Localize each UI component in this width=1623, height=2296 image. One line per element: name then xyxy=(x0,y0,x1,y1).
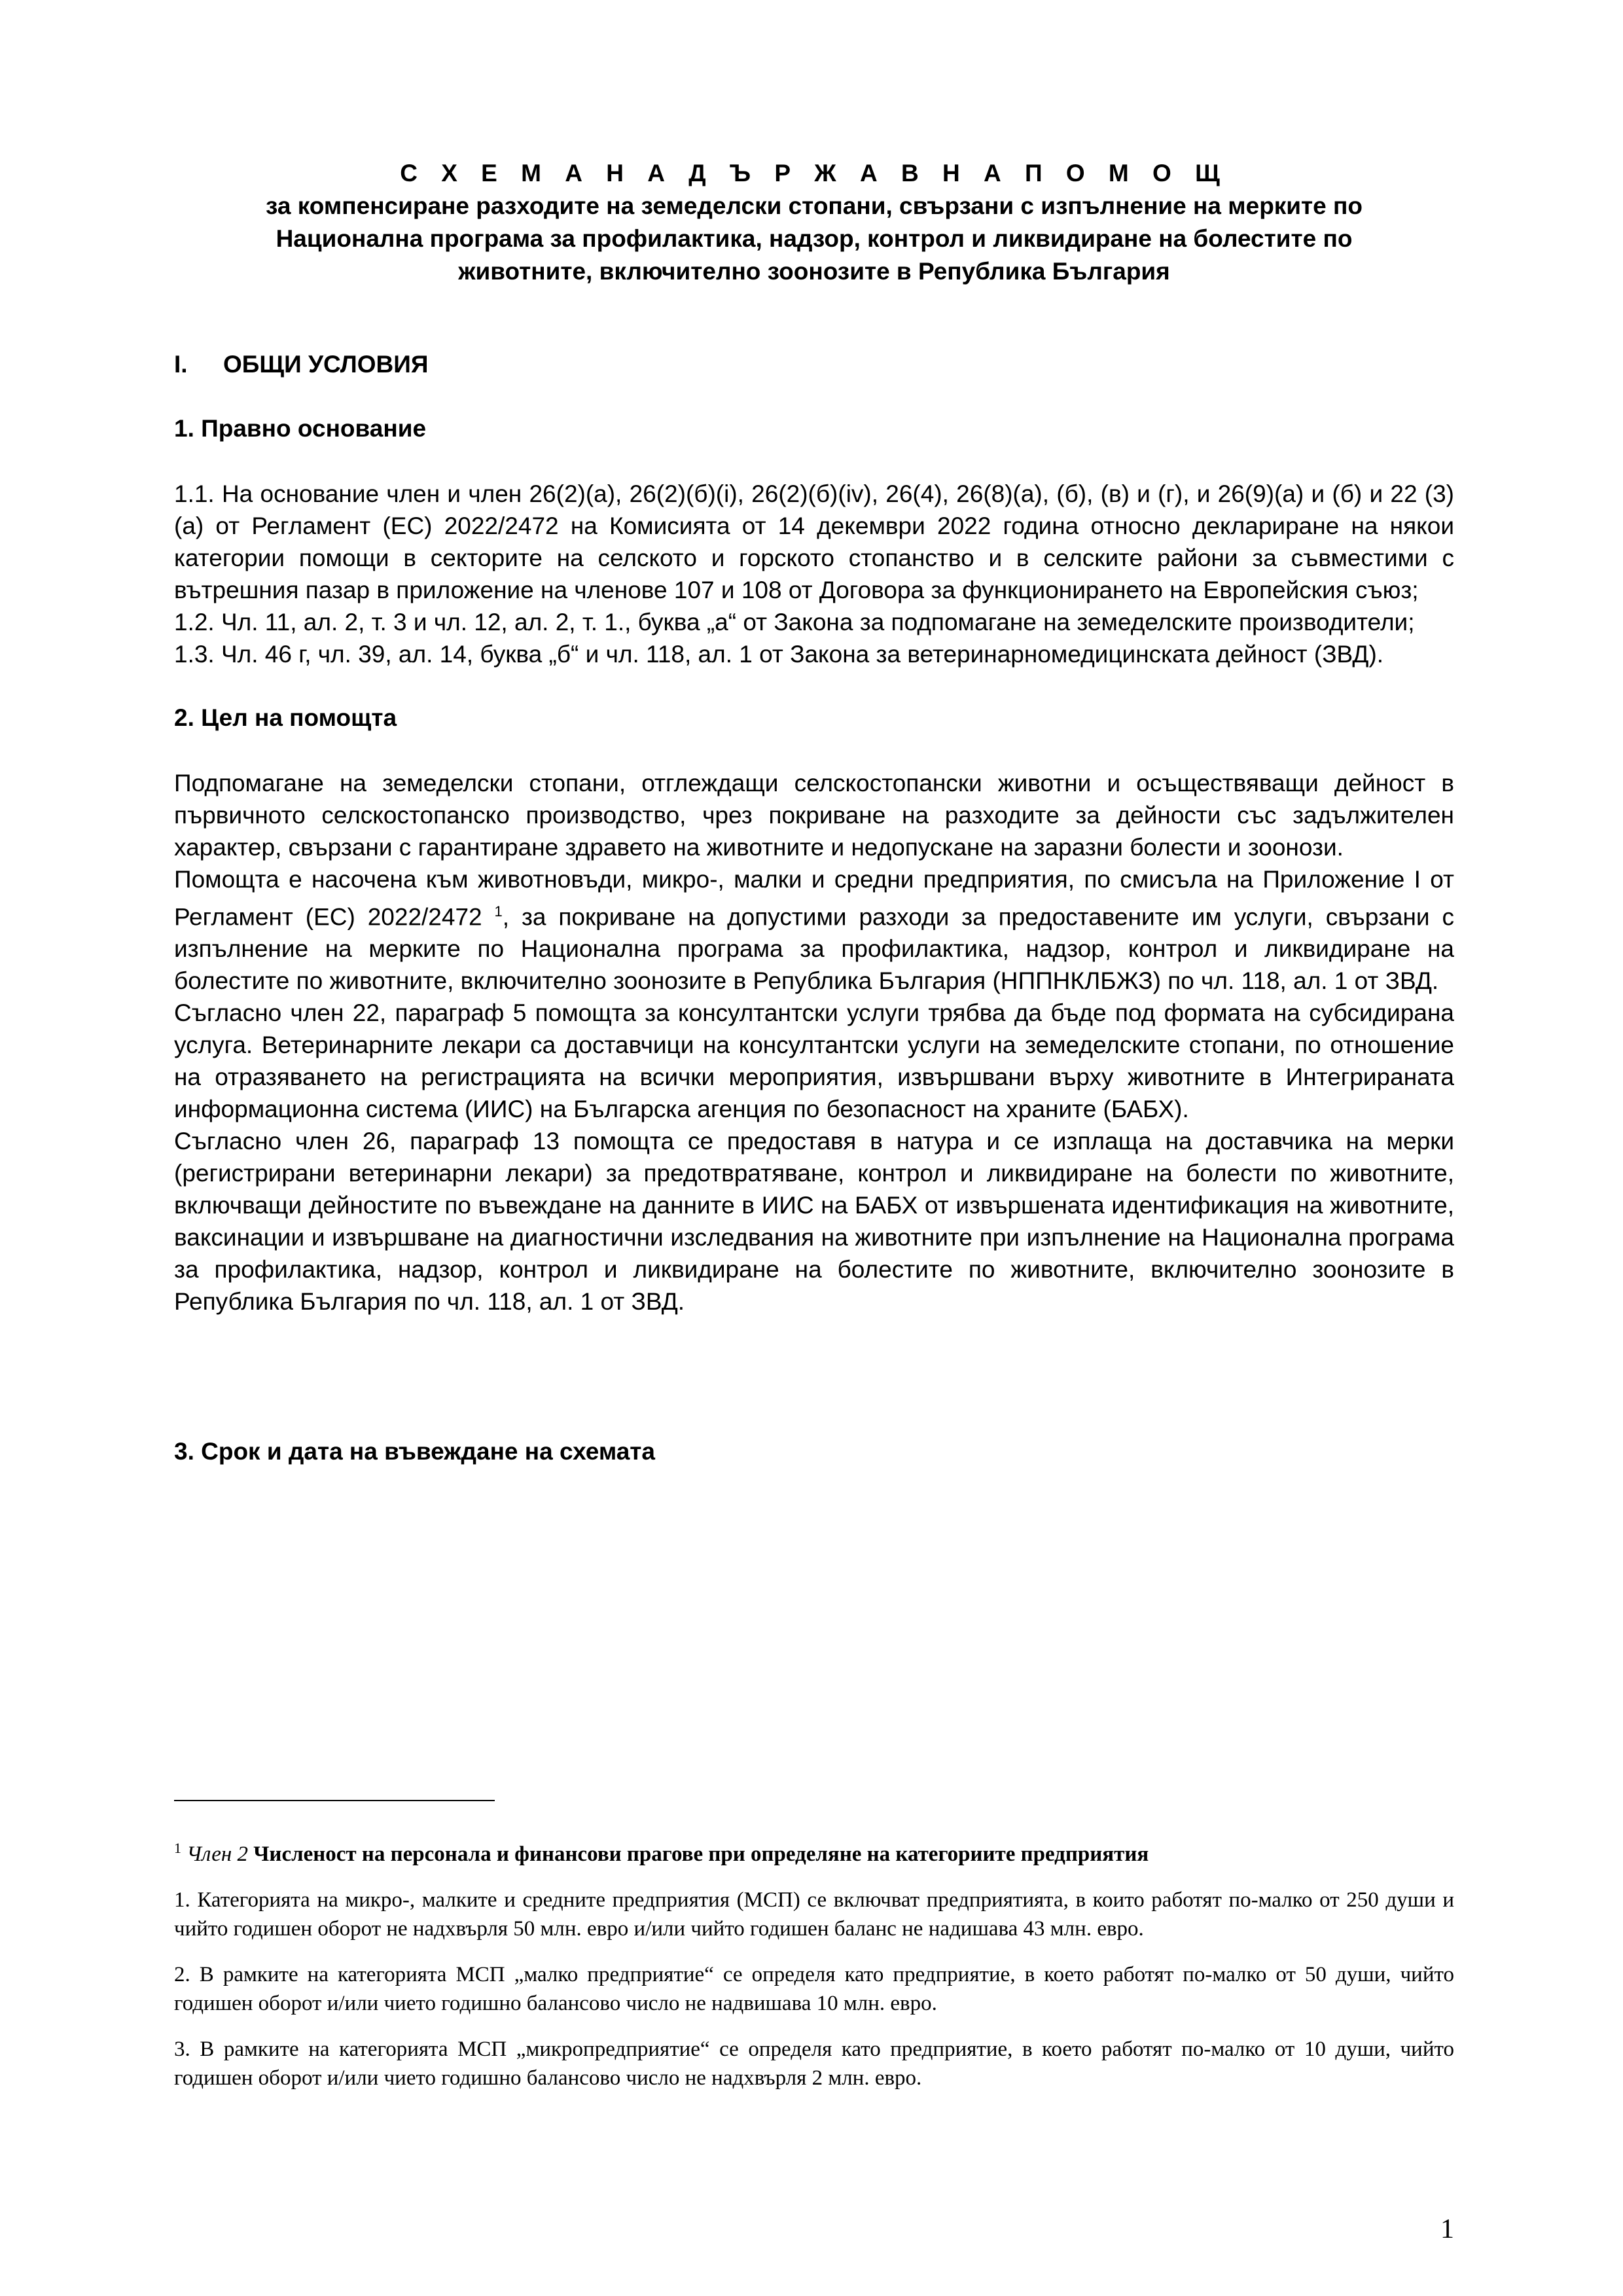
section-3-heading: 3. Срок и дата на въвеждане на схемата xyxy=(174,1438,655,1465)
footnote-separator xyxy=(174,1800,495,1801)
section-2-heading: 2. Цел на помощта xyxy=(174,704,397,731)
title-line-1: С Х Е М А Н А Д Ъ Р Ж А В Н А П О М О Щ xyxy=(400,160,1228,187)
footnote-item-3: 3. В рамките на категорията МСП „микропредприятие“ се определя като предприятие, в което работят по-малко от 10 души, чийто годишен оборот и/или чието годишно балансово число не надхвърля 2 млн. евро. xyxy=(174,2037,1454,2090)
footnote-item-2: 2. В рамките на категорията МСП „малко предприятие“ се определя като предприятие, в което работят по-малко от 50 души, чийто годишен оборот и/или чието годишно балансово число не надвишава 10 млн. евро. xyxy=(174,1963,1454,2015)
title-line-2: за компенсиране разходите на земеделски стопани, свързани с изпълнение на мерките по xyxy=(266,192,1363,219)
page-number: 1 xyxy=(1440,2214,1454,2244)
legal-basis-1-3: 1.3. Чл. 46 г, чл. 39, ал. 14, буква „б“ и чл. 118, ал. 1 от Закона за ветеринарномедицинската дейност (ЗВД). xyxy=(174,641,1384,668)
footnote-reference[interactable]: 1 xyxy=(494,903,503,920)
section-2-body xyxy=(174,767,1454,1318)
legal-basis-1-1: 1.1. На основание член и член 26(2)(а), 26(2)(б)(i), 26(2)(б)(iv), 26(4), 26(8)(а), (б), (в) и (г), и 26(9)(а) и (б) и 22 (3)(а) от Регламент (ЕС) 2022/2472 на Комисията от 14 декември 2022 година относно деклариране на някои категории помощи в секторите на селското и горското стопанство и в селските райони за съвместими с вътрешния пазар в приложение на членове 107 и 108 от Договора за функционирането на Европейския съюз; xyxy=(174,480,1454,603)
aid-purpose-paragraph-3: Съгласно член 22, параграф 5 помощта за консултантски услуги трябва да бъде под формата на субсидирана услуга. Ветеринарните лекари са доставчици на консултантски услуги на земеделските стопани, по отношение на отразяването на регистрацията на всички мероприятия, извършвани върху животните в Интегрираната информационна система (ИИС) на Българска агенция по безопасност на храните (БАБХ). xyxy=(174,999,1454,1123)
section-1-heading: 1. Правно основание xyxy=(174,415,427,442)
section-1-body xyxy=(174,478,1454,670)
page-content xyxy=(174,157,1454,1468)
aid-purpose-paragraph-2-start: Помощта е насочена към животновъди, микро-, малки и средни предприятия, по смисъла на Приложение I от Регламент (ЕС) 2022/2472 xyxy=(174,866,1454,931)
footnote-item-1: 1. Категорията на микро-, малките и средните предприятия (МСП) се включват предприятията, в които работят по-малко от 250 души и чийто годишен оборот не надхвърля 50 млн. евро и/или чийто годишен баланс не надишава 43 млн. евро. xyxy=(174,1888,1454,1941)
aid-purpose-paragraph-1: Подпомагане на земеделски стопани, отглеждащи селскостопански животни и осъществяващи дейност в първичното селскостопанско производство, чрез покриване на разходите за дейности със задължителен характер, свързани с гарантиране здравето на животните и недопускане на заразни болести и зоонози. xyxy=(174,770,1454,861)
aid-purpose-paragraph-4: Съгласно член 26, параграф 13 помощта се предоставя в натура и се изплаща на доставчика на мерки (регистрирани ветеринарни лекари) за предотвратяване, контрол и ликвидиране на болести по животните, включващи дейностите по въвеждане на данните в ИИС на БАБХ от извършената идентификация на животните, ваксинации и извършване на диагностични изследвания на животните при изпълнение на Национална програма за профилактика, надзор, контрол и ликвидиране на болестите по животните, включително зоонозите в Република България по чл. 118, ал. 1 от ЗВД. xyxy=(174,1128,1454,1316)
section-i-title: ОБЩИ УСЛОВИЯ xyxy=(223,351,429,378)
footnote-article: Член 2 xyxy=(187,1842,248,1866)
footnotes xyxy=(174,1834,1454,2109)
title-line-4: животните, включително зоонозите в Република България xyxy=(458,258,1170,285)
document-title xyxy=(174,157,1454,288)
section-i-number: I. xyxy=(174,351,188,378)
aid-purpose-paragraph-2 xyxy=(174,863,1454,997)
footnote-title: Численост на персонала и финансови прагове при определяне на категориите предприятия xyxy=(253,1842,1149,1866)
footnote-heading xyxy=(174,1834,1454,1869)
legal-basis-1-2: 1.2. Чл. 11, ал. 2, т. 3 и чл. 12, ал. 2, т. 1., буква „а“ от Закона за подпомагане на земеделските производители; xyxy=(174,609,1415,636)
section-i-heading xyxy=(174,348,1454,381)
aid-purpose-paragraph-2-end: , за покриване на допустими разходи за предоставените им услуги, свързани с изпълнение на мерките по Национална програма за профилактика, надзор, контрол и ликвидиране на болестите по животните, включително зоонозите в Република България (НППНКЛБЖЗ) по чл. 118, ал. 1 от ЗВД. xyxy=(174,903,1454,995)
footnote-marker: 1 xyxy=(174,1840,181,1856)
title-line-3: Национална програма за профилактика, надзор, контрол и ликвидиране на болестите по xyxy=(276,225,1353,252)
